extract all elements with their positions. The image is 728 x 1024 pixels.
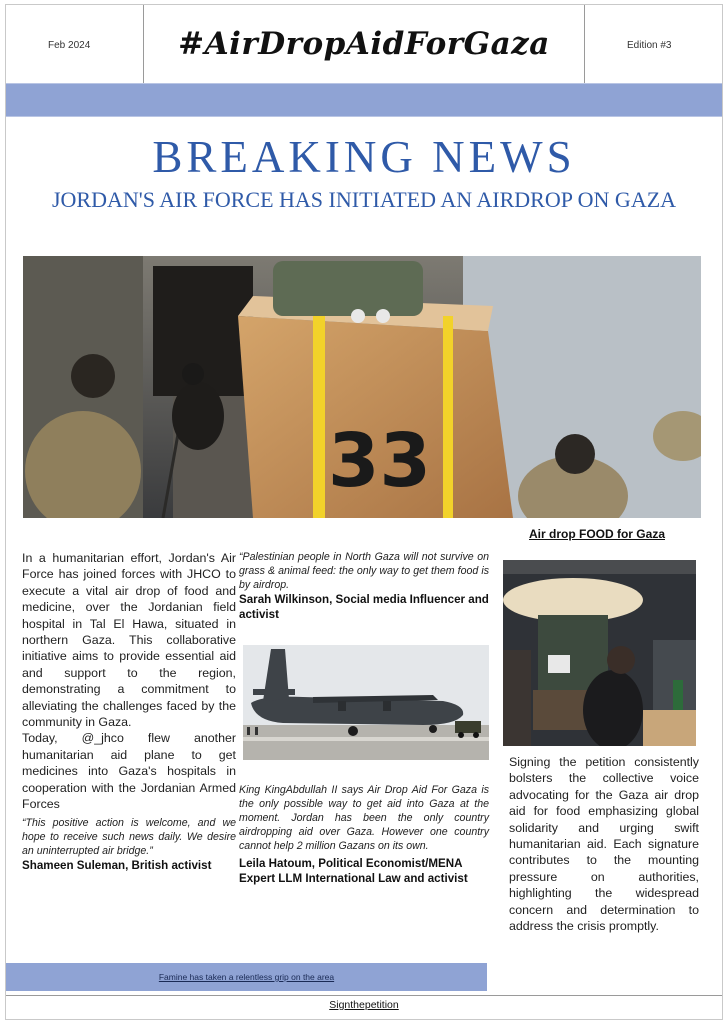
- photo-caption[interactable]: Air drop FOOD for Gaza: [528, 527, 665, 541]
- attribution-shameen: Shameen Suleman, British activist: [22, 858, 212, 872]
- issue-date: Feb 2024: [48, 40, 91, 51]
- masthead: [6, 5, 722, 83]
- famine-banner-link[interactable]: Famine has taken a relentless grip on the area: [158, 972, 335, 982]
- masthead-title-box: [143, 5, 585, 83]
- aircraft-cabin-photo: [503, 560, 696, 746]
- top-color-band: [6, 83, 722, 117]
- famine-banner: [6, 963, 487, 991]
- attribution-sarah: Sarah Wilkinson, Social media Influencer and activist: [239, 593, 489, 621]
- middle-column-bottom: [239, 783, 489, 886]
- article-paragraph-1: In a humanitarian effort, Jordan's Air Force has joined forces with JHCO to execute a vital air drop of food and medicine, over the Jordanian field hospital in Tal El Hawa, situated in northern Gaza. This collaborative initiative aims to provide essential aid and support to the region, demonstrating a commitment to alleviating the challenges faced by the community in Gaza.: [22, 551, 236, 730]
- middle-column-top: [239, 550, 489, 622]
- cargo-plane-photo: [243, 645, 489, 760]
- newsletter-page: [5, 4, 723, 1020]
- petition-paragraph: Signing the petition consistently bolsters the collective voice advocating for the Gaza air drop aid for food emphasizing global solidarity and urging swift humanitarian aid. Each signature contributes to the mounting pressure on authorities, highlighting the widespread concern and determination to address the crisis promptly.: [509, 755, 699, 934]
- sign-petition-link[interactable]: Signthepetition: [329, 999, 399, 1011]
- headline: BREAKING NEWS: [152, 132, 576, 182]
- attribution-leila: Leila Hatoum, Political Economist/MENA Expert LLM International Law and activist: [239, 857, 468, 885]
- crate-number-label: 33: [328, 418, 431, 504]
- footer-divider: [6, 995, 722, 996]
- masthead-title: #AirDropAidForGaza: [178, 26, 550, 62]
- edition-number: Edition #3: [627, 40, 672, 51]
- quote-sarah: “Palestinian people in North Gaza will not survive on grass & animal feed: the only way to get them food is by airdrop.: [239, 551, 489, 591]
- quote-king-abdullah: King KingAbdullah II says Air Drop Aid For Gaza is the only possible way to get aid into Gaza at the moment. Jordan has been the only country airdropping aid over Gaza. However one country cannot help 2 million Gazans on its own.: [239, 784, 489, 852]
- right-column: [509, 754, 699, 934]
- hero-photo-cargo-hold: [23, 256, 701, 518]
- subheadline: JORDAN'S AIR FORCE HAS INITIATED AN AIRDROP ON GAZA: [51, 187, 677, 212]
- quote-shameen: “This positive action is welcome, and we hope to receive such news daily. We desire an uninterrupted air bridge.”: [22, 816, 236, 857]
- article-paragraph-2: Today, @_jhco flew another humanitarian aid plane to get medicines into Gaza's hospitals in cooperation with the Jordanian Armed Forces: [22, 731, 236, 812]
- left-column: [22, 550, 236, 873]
